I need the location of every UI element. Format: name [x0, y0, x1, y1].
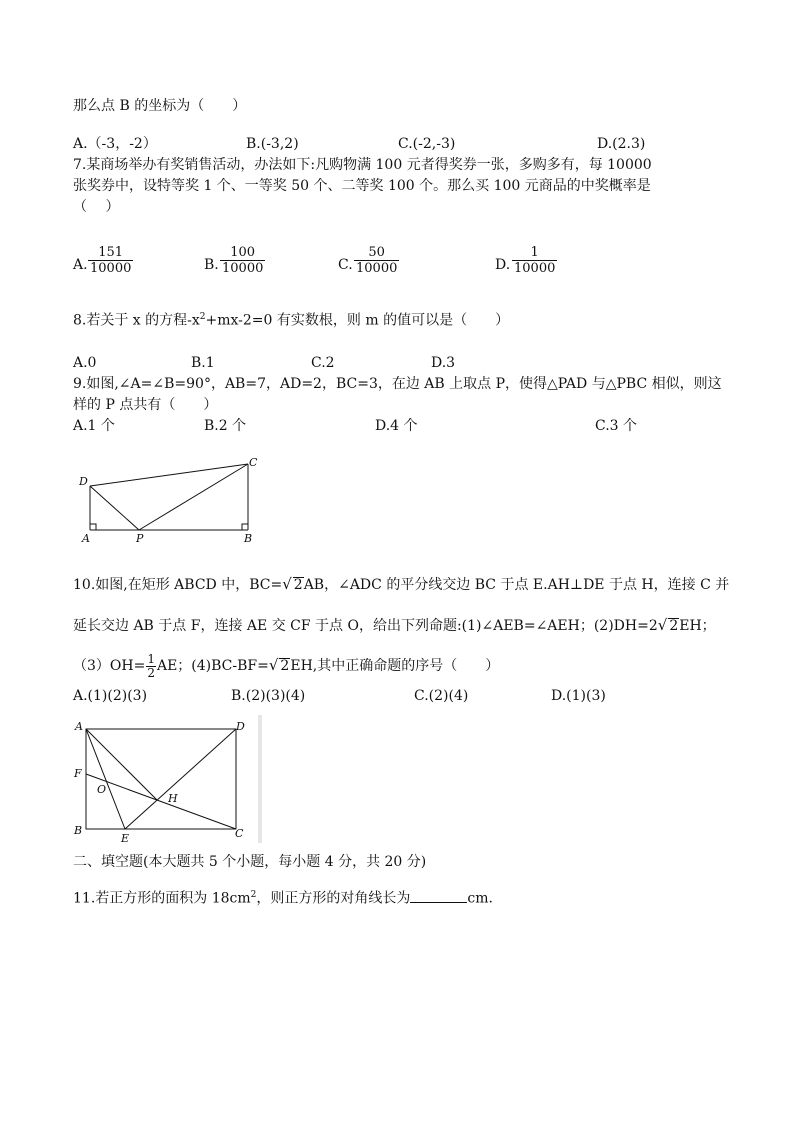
rectangle-abcd: [86, 729, 236, 829]
q6-option-a: A.（-3，-2）: [73, 136, 157, 152]
q10-line-2-radicand: 2: [669, 618, 679, 634]
q6-option-d: D.(2.3): [597, 136, 646, 152]
q10-line-2: [73, 616, 716, 635]
q10-option-a: A.(1)(2)(3): [73, 688, 148, 704]
q10-option-b: B.(2)(3)(4): [231, 688, 306, 704]
q7-option-c-letter: C.: [338, 257, 353, 273]
right-angle-mark-b: [242, 524, 248, 530]
label-f: F: [74, 767, 82, 780]
q11-unit: cm.: [467, 890, 493, 907]
fraction-denominator: 10000: [90, 261, 132, 276]
q9-option-b: B.2 个: [204, 418, 247, 434]
scan-edge-strip: [258, 715, 262, 843]
q10-line-3-a: （3）OH=: [73, 658, 146, 674]
q10-figure: [70, 713, 270, 845]
q7-option-a-letter: A.: [73, 257, 88, 273]
q8-option-b: B.1: [191, 355, 215, 371]
sqrt-icon: √: [657, 616, 668, 634]
q7-option-d-fraction: [512, 245, 557, 276]
q8-stem-pre: 8.若关于 x 的方程-x: [73, 312, 200, 329]
fraction-numerator: 100: [220, 245, 265, 261]
q8-stem-post: +mx-2=0 有实数根，则 m 的值可以是（ ）: [205, 312, 510, 329]
q7-line-1: 7.某商场举办有奖销售活动，办法如下:凡购物满 100 元者得奖券一张，多购多有，每 10000: [73, 157, 652, 173]
segment-dc: [90, 464, 248, 486]
q9-option-d: D.4 个: [375, 418, 418, 434]
sqrt-icon: √: [282, 575, 292, 593]
q11-stem: [73, 886, 493, 908]
q11-answer-blank[interactable]: [410, 888, 467, 903]
q6-option-c: C.(-2,-3): [398, 136, 456, 152]
q11-stem-post: ，则正方形的对角线长为: [256, 890, 411, 907]
label-a: A: [75, 720, 83, 733]
q6-option-b: B.(-3,2): [246, 136, 299, 152]
segment-ae: [86, 729, 125, 829]
label-h: H: [168, 792, 178, 805]
label-e: E: [121, 832, 130, 845]
q10-line-2-pre: 延长交边 AB 于点 F，连接 AE 交 CF 于点 O，给出下列命题:(1)∠AEB=∠AEH；(2)DH=2: [73, 618, 658, 634]
q7-option-b-letter: B.: [204, 257, 219, 273]
fraction-numerator: 1: [512, 245, 557, 261]
q10-line-3-radicand: 2: [280, 658, 290, 674]
q10-line-3: [73, 650, 499, 681]
q8-stem: [73, 308, 509, 330]
q11-exponent: 2: [250, 890, 257, 900]
q7-option-d-letter: D.: [495, 257, 511, 273]
fraction-denominator: 2: [147, 665, 155, 680]
q11-stem-pre: 11.若正方形的面积为 18cm: [73, 890, 251, 907]
right-angle-mark-a: [90, 524, 96, 530]
q9-option-c: C.3 个: [595, 418, 638, 434]
q8-exponent: 2: [199, 312, 206, 322]
fraction-denominator: 10000: [356, 261, 398, 276]
segment-cf: [86, 774, 236, 829]
label-c: C: [249, 456, 258, 469]
segment-dp: [90, 486, 139, 530]
section-2-heading: 二、填空题(本大题共 5 个小题，每小题 4 分，共 20 分): [73, 854, 427, 870]
fraction-numerator: 151: [88, 245, 133, 261]
segment-de: [125, 729, 236, 829]
q10-line-1-radicand: 2: [293, 577, 303, 593]
q7-option-a-fraction: [88, 245, 133, 276]
q9-option-a: A.1 个: [73, 418, 115, 434]
label-b: B: [74, 824, 83, 837]
q10-option-d: D.(1)(3): [551, 688, 606, 704]
q10-line-3-b: AE；(4)BC-BF=: [156, 658, 269, 674]
fraction-denominator: 10000: [222, 261, 264, 276]
fraction-one-half: [146, 653, 156, 680]
q8-option-a: A.0: [73, 355, 97, 371]
label-d: D: [79, 475, 88, 488]
q7-line-2: 张奖券中，设特等奖 1 个、一等奖 50 个、二等奖 100 个。那么买 100 元商品的中奖概率是: [73, 178, 651, 194]
q10-line-1-post: AB，∠ADC 的平分线交边 BC 于点 E.AH⊥DE 于点 H，连接 C 并: [303, 577, 730, 593]
q7-option-b-fraction: [220, 245, 265, 276]
segment-pc: [139, 464, 248, 530]
fraction-numerator: 50: [354, 245, 399, 261]
q7-line-3: （ ）: [73, 199, 120, 215]
label-c: C: [235, 827, 244, 840]
q8-option-c: C.2: [311, 355, 335, 371]
q8-option-d: D.3: [431, 355, 456, 371]
q9-line-1: 9.如图,∠A=∠B=90°，AB=7，AD=2，BC=3，在边 AB 上取点 P，使得△PAD 与△PBC 相似，则这: [73, 376, 722, 392]
q9-figure: [70, 452, 270, 548]
label-d: D: [236, 720, 245, 733]
q10-line-2-post: EH；: [679, 618, 716, 634]
q10-line-1: [73, 575, 729, 594]
label-o: O: [97, 783, 107, 796]
label-a: A: [82, 532, 90, 545]
label-b: B: [244, 532, 253, 545]
fraction-denominator: 10000: [514, 261, 556, 276]
q10-line-1-pre: 10.如图,在矩形 ABCD 中，BC=: [73, 577, 283, 593]
fraction-numerator: 1: [147, 651, 155, 666]
q7-option-c-fraction: [354, 245, 399, 276]
label-p: P: [136, 532, 144, 545]
q6-stem: 那么点 B 的坐标为（ ）: [73, 98, 247, 114]
q10-line-3-c: EH,其中正确命题的序号（ ）: [290, 658, 500, 674]
q10-option-c: C.(2)(4): [414, 688, 469, 704]
q9-line-2: 样的 P 点共有（ ）: [73, 397, 218, 413]
sqrt-icon: √: [268, 656, 279, 674]
